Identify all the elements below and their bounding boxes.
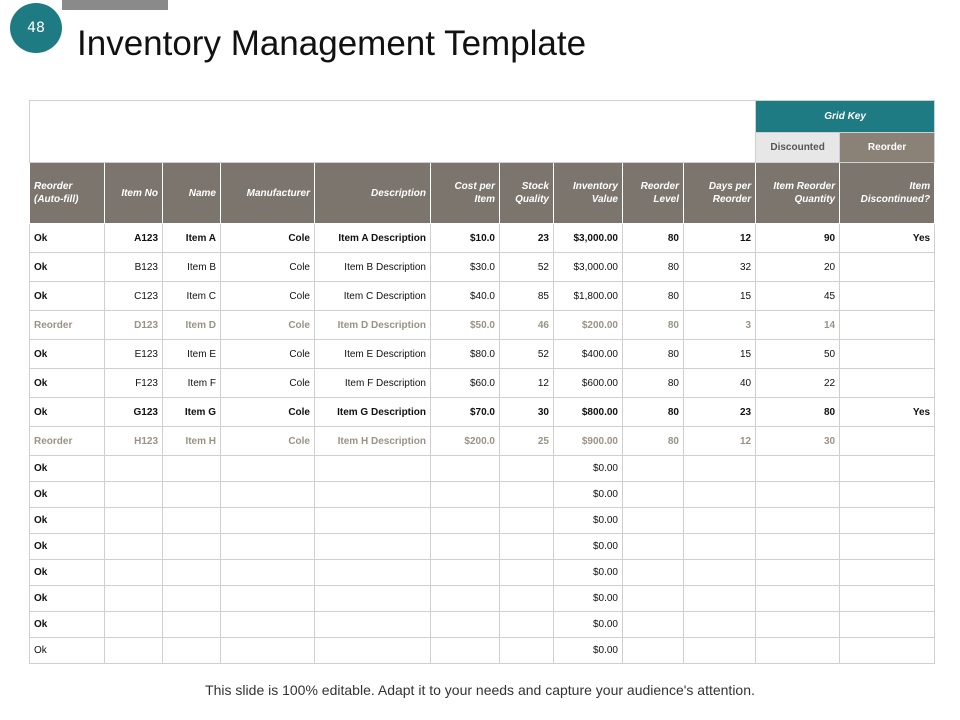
table-row — [30, 340, 935, 369]
header-name: Name — [163, 163, 221, 224]
cell-item-no[interactable]: G123 — [105, 398, 163, 427]
cell-empty[interactable] — [105, 612, 163, 638]
cell-item-no[interactable]: E123 — [105, 340, 163, 369]
cell-value[interactable]: $0.00 — [554, 534, 623, 560]
cell-empty[interactable] — [105, 482, 163, 508]
cell-name[interactable]: Item F — [163, 369, 221, 398]
cell-empty[interactable] — [500, 560, 554, 586]
cell-value[interactable]: $0.00 — [554, 560, 623, 586]
table-row — [30, 369, 935, 398]
cell-cost[interactable]: $30.0 — [431, 253, 500, 282]
cell-reorder-level[interactable]: 80 — [623, 369, 684, 398]
cell-empty[interactable] — [431, 456, 500, 482]
cell-status[interactable]: Ok — [30, 534, 105, 560]
cell-reorder-level[interactable]: 80 — [623, 427, 684, 456]
cell-empty[interactable] — [840, 560, 935, 586]
table-row — [30, 456, 935, 482]
cell-item-no[interactable]: F123 — [105, 369, 163, 398]
cell-empty[interactable] — [431, 638, 500, 664]
header-stock: Stock Quality — [500, 163, 554, 224]
cell-name[interactable]: Item C — [163, 282, 221, 311]
cell-manufacturer[interactable]: Cole — [221, 282, 315, 311]
cell-stock[interactable]: 85 — [500, 282, 554, 311]
cell-value[interactable]: $800.00 — [554, 398, 623, 427]
table-row — [30, 638, 935, 664]
slide-number-badge — [10, 3, 62, 53]
cell-empty[interactable] — [315, 508, 431, 534]
cell-stock[interactable]: 23 — [500, 224, 554, 253]
cell-discontinued[interactable] — [840, 340, 935, 369]
cell-qty[interactable]: 30 — [756, 427, 840, 456]
cell-stock[interactable]: 46 — [500, 311, 554, 340]
column-header-row — [30, 163, 935, 224]
cell-qty[interactable]: 90 — [756, 224, 840, 253]
cell-empty[interactable] — [221, 534, 315, 560]
cell-empty[interactable] — [431, 508, 500, 534]
cell-empty[interactable] — [163, 482, 221, 508]
cell-empty[interactable] — [684, 534, 756, 560]
cell-description[interactable]: Item A Description — [315, 224, 431, 253]
cell-value[interactable]: $600.00 — [554, 369, 623, 398]
cell-name[interactable]: Item A — [163, 224, 221, 253]
cell-status[interactable]: Ok — [30, 638, 105, 664]
cell-empty[interactable] — [500, 534, 554, 560]
cell-days[interactable]: 3 — [684, 311, 756, 340]
cell-days[interactable]: 15 — [684, 340, 756, 369]
cell-empty[interactable] — [684, 508, 756, 534]
cell-empty[interactable] — [105, 508, 163, 534]
cell-discontinued[interactable] — [840, 282, 935, 311]
header-description: Description — [315, 163, 431, 224]
cell-days[interactable]: 40 — [684, 369, 756, 398]
cell-empty[interactable] — [221, 586, 315, 612]
cell-reorder-level[interactable]: 80 — [623, 311, 684, 340]
cell-qty[interactable]: 50 — [756, 340, 840, 369]
cell-stock[interactable]: 52 — [500, 253, 554, 282]
cell-empty[interactable] — [756, 586, 840, 612]
top-accent-bar — [62, 0, 168, 10]
header-reorder-quantity: Item Reorder Quantity — [756, 163, 840, 224]
cell-status[interactable]: Ok — [30, 398, 105, 427]
grid-key-discounted: Discounted — [756, 133, 840, 163]
cell-description[interactable]: Item H Description — [315, 427, 431, 456]
cell-empty[interactable] — [623, 638, 684, 664]
cell-qty[interactable]: 80 — [756, 398, 840, 427]
cell-empty[interactable] — [623, 456, 684, 482]
cell-empty[interactable] — [221, 508, 315, 534]
cell-empty[interactable] — [163, 456, 221, 482]
cell-empty[interactable] — [756, 612, 840, 638]
cell-empty[interactable] — [756, 456, 840, 482]
cell-empty[interactable] — [431, 586, 500, 612]
table-row — [30, 612, 935, 638]
cell-status[interactable]: Ok — [30, 508, 105, 534]
cell-description[interactable]: Item C Description — [315, 282, 431, 311]
cell-empty[interactable] — [500, 482, 554, 508]
cell-name[interactable]: Item B — [163, 253, 221, 282]
cell-days[interactable]: 15 — [684, 282, 756, 311]
cell-empty[interactable] — [163, 560, 221, 586]
cell-cost[interactable]: $10.0 — [431, 224, 500, 253]
cell-empty[interactable] — [623, 482, 684, 508]
cell-value[interactable]: $3,000.00 — [554, 224, 623, 253]
cell-empty[interactable] — [756, 482, 840, 508]
cell-cost[interactable]: $50.0 — [431, 311, 500, 340]
cell-description[interactable]: Item G Description — [315, 398, 431, 427]
cell-cost[interactable]: $80.0 — [431, 340, 500, 369]
table-row — [30, 560, 935, 586]
header-reorder-level: Reorder Level — [623, 163, 684, 224]
cell-empty[interactable] — [500, 586, 554, 612]
cell-name[interactable]: Item H — [163, 427, 221, 456]
cell-status[interactable]: Ok — [30, 456, 105, 482]
header-inventory-value: Inventory Value — [554, 163, 623, 224]
cell-empty[interactable] — [756, 508, 840, 534]
cell-empty[interactable] — [315, 534, 431, 560]
cell-value[interactable]: $0.00 — [554, 638, 623, 664]
cell-item-no[interactable]: A123 — [105, 224, 163, 253]
cell-status[interactable]: Ok — [30, 586, 105, 612]
cell-value[interactable]: $200.00 — [554, 311, 623, 340]
cell-qty[interactable]: 45 — [756, 282, 840, 311]
cell-status[interactable]: Ok — [30, 253, 105, 282]
cell-empty[interactable] — [623, 534, 684, 560]
cell-empty[interactable] — [221, 482, 315, 508]
cell-value[interactable]: $0.00 — [554, 456, 623, 482]
cell-reorder-level[interactable]: 80 — [623, 398, 684, 427]
cell-stock[interactable]: 12 — [500, 369, 554, 398]
cell-manufacturer[interactable]: Cole — [221, 311, 315, 340]
cell-empty[interactable] — [163, 508, 221, 534]
cell-cost[interactable]: $40.0 — [431, 282, 500, 311]
cell-discontinued[interactable] — [840, 427, 935, 456]
cell-empty[interactable] — [840, 482, 935, 508]
cell-empty[interactable] — [840, 508, 935, 534]
header-days-per-reorder: Days per Reorder — [684, 163, 756, 224]
cell-manufacturer[interactable]: Cole — [221, 340, 315, 369]
header-cost: Cost per Item — [431, 163, 500, 224]
cell-days[interactable]: 23 — [684, 398, 756, 427]
cell-empty[interactable] — [315, 612, 431, 638]
cell-value[interactable]: $0.00 — [554, 482, 623, 508]
cell-cost[interactable]: $60.0 — [431, 369, 500, 398]
cell-qty[interactable]: 22 — [756, 369, 840, 398]
header-item-no: Item No — [105, 163, 163, 224]
cell-reorder-level[interactable]: 80 — [623, 224, 684, 253]
cell-value[interactable]: $0.00 — [554, 612, 623, 638]
cell-empty[interactable] — [431, 612, 500, 638]
cell-empty[interactable] — [756, 638, 840, 664]
cell-empty[interactable] — [756, 534, 840, 560]
cell-discontinued[interactable]: Yes — [840, 398, 935, 427]
cell-empty[interactable] — [315, 456, 431, 482]
cell-empty[interactable] — [221, 638, 315, 664]
cell-empty[interactable] — [163, 586, 221, 612]
cell-status[interactable]: Ok — [30, 482, 105, 508]
cell-days[interactable]: 12 — [684, 224, 756, 253]
cell-empty[interactable] — [431, 560, 500, 586]
cell-reorder-level[interactable]: 80 — [623, 340, 684, 369]
grid-key-reorder: Reorder — [840, 133, 935, 163]
cell-discontinued[interactable] — [840, 253, 935, 282]
cell-qty[interactable]: 14 — [756, 311, 840, 340]
cell-empty[interactable] — [431, 534, 500, 560]
cell-empty[interactable] — [500, 638, 554, 664]
slide-title: Inventory Management Template — [77, 24, 587, 63]
footer-note: This slide is 100% editable. Adapt it to your needs and capture your audience's attention. — [205, 682, 755, 698]
cell-empty[interactable] — [431, 482, 500, 508]
cell-empty[interactable] — [840, 534, 935, 560]
table-row — [30, 253, 935, 282]
cell-manufacturer[interactable]: Cole — [221, 427, 315, 456]
cell-days[interactable]: 32 — [684, 253, 756, 282]
cell-item-no[interactable]: C123 — [105, 282, 163, 311]
cell-empty[interactable] — [840, 638, 935, 664]
cell-manufacturer[interactable]: Cole — [221, 398, 315, 427]
cell-empty[interactable] — [684, 638, 756, 664]
cell-empty[interactable] — [105, 586, 163, 612]
cell-description[interactable]: Item F Description — [315, 369, 431, 398]
cell-reorder-level[interactable]: 80 — [623, 282, 684, 311]
cell-empty[interactable] — [105, 560, 163, 586]
cell-value[interactable]: $900.00 — [554, 427, 623, 456]
cell-stock[interactable]: 30 — [500, 398, 554, 427]
cell-description[interactable]: Item E Description — [315, 340, 431, 369]
cell-empty[interactable] — [315, 638, 431, 664]
cell-empty[interactable] — [105, 456, 163, 482]
cell-empty[interactable] — [221, 456, 315, 482]
cell-empty[interactable] — [105, 534, 163, 560]
cell-empty[interactable] — [684, 560, 756, 586]
table-row — [30, 534, 935, 560]
cell-status[interactable]: Ok — [30, 224, 105, 253]
cell-name[interactable]: Item D — [163, 311, 221, 340]
cell-empty[interactable] — [500, 456, 554, 482]
table-row — [30, 398, 935, 427]
cell-empty[interactable] — [221, 560, 315, 586]
cell-empty[interactable] — [163, 534, 221, 560]
cell-cost[interactable]: $70.0 — [431, 398, 500, 427]
inventory-table — [29, 100, 935, 664]
table-row — [30, 508, 935, 534]
cell-empty[interactable] — [623, 612, 684, 638]
cell-reorder-level[interactable]: 80 — [623, 253, 684, 282]
cell-empty[interactable] — [840, 612, 935, 638]
cell-manufacturer[interactable]: Cole — [221, 253, 315, 282]
cell-days[interactable]: 12 — [684, 427, 756, 456]
cell-discontinued[interactable] — [840, 369, 935, 398]
header-reorder: Reorder (Auto-fill) — [30, 163, 105, 224]
header-manufacturer: Manufacturer — [221, 163, 315, 224]
cell-value[interactable]: $3,000.00 — [554, 253, 623, 282]
cell-empty[interactable] — [684, 612, 756, 638]
cell-status[interactable]: Reorder — [30, 427, 105, 456]
cell-description[interactable]: Item B Description — [315, 253, 431, 282]
cell-empty[interactable] — [105, 638, 163, 664]
cell-status[interactable]: Ok — [30, 369, 105, 398]
cell-item-no[interactable]: D123 — [105, 311, 163, 340]
cell-empty[interactable] — [684, 456, 756, 482]
cell-empty[interactable] — [500, 508, 554, 534]
cell-empty[interactable] — [684, 482, 756, 508]
cell-status[interactable]: Ok — [30, 282, 105, 311]
cell-empty[interactable] — [163, 612, 221, 638]
table-row — [30, 224, 935, 253]
cell-empty[interactable] — [756, 560, 840, 586]
cell-stock[interactable]: 52 — [500, 340, 554, 369]
cell-discontinued[interactable]: Yes — [840, 224, 935, 253]
cell-value[interactable]: $400.00 — [554, 340, 623, 369]
cell-empty[interactable] — [684, 586, 756, 612]
cell-value[interactable]: $0.00 — [554, 586, 623, 612]
header-discontinued: Item Discontinued? — [840, 163, 935, 224]
cell-empty[interactable] — [840, 456, 935, 482]
cell-empty[interactable] — [315, 482, 431, 508]
cell-description[interactable]: Item D Description — [315, 311, 431, 340]
cell-name[interactable]: Item E — [163, 340, 221, 369]
cell-empty[interactable] — [315, 586, 431, 612]
cell-manufacturer[interactable]: Cole — [221, 224, 315, 253]
cell-qty[interactable]: 20 — [756, 253, 840, 282]
header-blank-area — [30, 101, 756, 163]
cell-name[interactable]: Item G — [163, 398, 221, 427]
cell-cost[interactable]: $200.0 — [431, 427, 500, 456]
table-row — [30, 282, 935, 311]
cell-status[interactable]: Ok — [30, 340, 105, 369]
cell-empty[interactable] — [623, 508, 684, 534]
cell-empty[interactable] — [623, 586, 684, 612]
cell-value[interactable]: $0.00 — [554, 508, 623, 534]
slide-number: 48 — [27, 20, 45, 36]
table-row — [30, 586, 935, 612]
grid-key-title: Grid Key — [756, 101, 935, 133]
cell-status[interactable]: Ok — [30, 560, 105, 586]
cell-value[interactable]: $1,800.00 — [554, 282, 623, 311]
cell-item-no[interactable]: B123 — [105, 253, 163, 282]
table-row — [30, 482, 935, 508]
table-row — [30, 427, 935, 456]
cell-stock[interactable]: 25 — [500, 427, 554, 456]
cell-discontinued[interactable] — [840, 311, 935, 340]
cell-empty[interactable] — [315, 560, 431, 586]
cell-empty[interactable] — [221, 612, 315, 638]
cell-empty[interactable] — [163, 638, 221, 664]
cell-item-no[interactable]: H123 — [105, 427, 163, 456]
cell-empty[interactable] — [500, 612, 554, 638]
table-row — [30, 311, 935, 340]
cell-status[interactable]: Reorder — [30, 311, 105, 340]
cell-empty[interactable] — [623, 560, 684, 586]
cell-status[interactable]: Ok — [30, 612, 105, 638]
cell-empty[interactable] — [840, 586, 935, 612]
cell-manufacturer[interactable]: Cole — [221, 369, 315, 398]
